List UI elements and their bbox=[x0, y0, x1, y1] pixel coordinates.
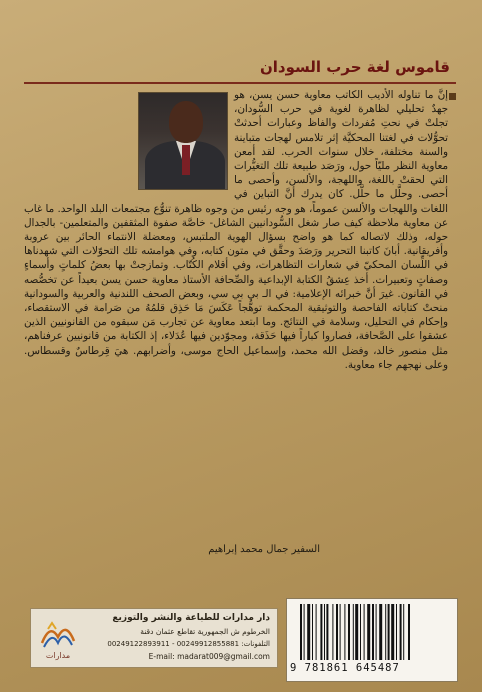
barcode-bar bbox=[388, 604, 390, 660]
barcode-bar bbox=[307, 604, 310, 660]
publisher-name: دار مدارات للطباعة والنشر والتوزيع bbox=[112, 613, 270, 623]
barcode-bar bbox=[304, 604, 305, 660]
author-signature: السفير جمال محمد إبراهيم bbox=[208, 544, 320, 555]
barcode-bar bbox=[348, 604, 350, 660]
blurb-paragraph: إنَّ ما تناوله الأديب الكاتب معاوية حسن يسن، هو جهدٌ تحليلي لظاهرة لغوية في حرب السُّودان، تجلتْ في نحتِ مُفردات والفاظ وعبارات أحدثتْ تحوُّلات في لغتنا المحكيَّة إثر تلامس لهجات متباينة والسنة مختلفة، خلال سنوات الحرب. لقد أمعن معاوية النظر مليّاً حول، ورَصَد طبيعة تلك التغيُّرات التي لحقتْ باللغة، واللهجة، والألسن، وأحصى ما أحصى. وحلَّل ما حلَّل. كان يدرك أنَّ التباين في اللغات واللهجات والألسن عموماً، هو وجه رئيس من وجوه ظاهرة تنوُّع مجتمعات البلد الواحد. ما غاب عن معاوية ملاحظة كيف صار شغل السُّودانيين الشاغل- خاصَّة صفوة المثقفين والمتعلمين- بالجدال حوله، وذلك لاتصاله كما هو واضح بسؤال الهوية الملتبس، ومعضلة الانتماء الحائر بين عروبة وأفريقانية. أبانَ كاتبنا التحرير ورَصَدَ وحقَّق في متون كتابه، وفي هوامشه تلك التحوّلات التي شهدناها في اللِّسان المحكيّ في شعارات التظاهرات، وفي أقلام الكُتّاب. وتمازجتْ بها بعضُ كلماتٍ وأسماءٍ وصفاتٍ وتعبيرات. أخذ عِشقُ الكتابة الإبداعية والصِّحافة الأستاذ معاوية حسن يسن بعيداً عن تخصُّصه في القانون. غيرَ أنَّ خبرائه الإعلامية: في الـ بي بي سي، وبعض الصحف اللندنية والعربية والسودانية منحتْ كتاباته الفاحصة والتوثيقية المحكمة توهُّجاً عَكَسَ مَا حَذِق قلمُهُ من صَرامة في الاستقصاء، وإحكام في التحليل، وسلامة في النتائج. وما ابتعد معاوية عن تجارب مَن سبقوه من القانونيين الذين عشقوا على الصَّحافة، فصاروا كباراً فيها حَذَقة، ومجوّدين فيها عُدَلاء، إذ الكتابة من قانونيين عرفناهم، مثل منصور خالد، وفضل الله محمد، وإسماعيل الحاج موسى، وأضرابهم. هيَ قِرطاسٌ وقسطاس. وعلى نهجهم جاء معاوية. bbox=[24, 89, 448, 371]
isbn-digits: 9 781861 645487 bbox=[290, 662, 400, 674]
barcode-bar bbox=[324, 604, 325, 660]
barcode-bar bbox=[300, 604, 302, 660]
barcode-bar bbox=[340, 604, 341, 660]
barcode-bar bbox=[391, 604, 394, 660]
publisher-address: الخرطوم ش الجمهورية تقاطع عثمان دقنة bbox=[140, 627, 270, 636]
author-photo bbox=[138, 92, 228, 190]
publisher-logo-icon bbox=[36, 613, 80, 661]
logo-label: مدارات bbox=[45, 651, 71, 660]
barcode-icon bbox=[300, 604, 446, 660]
barcode-bar bbox=[376, 604, 377, 660]
barcode-bar bbox=[360, 604, 361, 660]
barcode-bar bbox=[320, 604, 322, 660]
barcode-bar bbox=[353, 604, 354, 660]
barcode-bar bbox=[403, 604, 404, 660]
title-divider bbox=[24, 82, 456, 84]
book-title: قاموس لغة حرب السودان bbox=[259, 58, 450, 76]
barcode-bar bbox=[364, 604, 365, 660]
publisher-phones: التلفونات: 00249912855881 - 00249122893911 bbox=[107, 640, 270, 648]
barcode-bar bbox=[312, 604, 313, 660]
photo-tie bbox=[182, 145, 190, 175]
barcode-bar bbox=[367, 604, 370, 660]
barcode-bar bbox=[332, 604, 333, 660]
barcode-bar bbox=[385, 604, 386, 660]
barcode-bar bbox=[400, 604, 402, 660]
barcode-bar bbox=[316, 604, 317, 660]
publisher-email: E-mail: madarat009@gmail.com bbox=[148, 652, 270, 661]
photo-head bbox=[169, 101, 203, 143]
back-cover-text bbox=[24, 88, 448, 520]
paragraph-bullet-icon bbox=[449, 93, 456, 100]
barcode-bar bbox=[326, 604, 328, 660]
barcode-bar bbox=[336, 604, 338, 660]
barcode-bar bbox=[372, 604, 374, 660]
barcode-bar bbox=[355, 604, 358, 660]
barcode-bar bbox=[396, 604, 397, 660]
barcode-bar bbox=[408, 604, 410, 660]
barcode-bar bbox=[344, 604, 345, 660]
barcode-bar bbox=[379, 604, 382, 660]
